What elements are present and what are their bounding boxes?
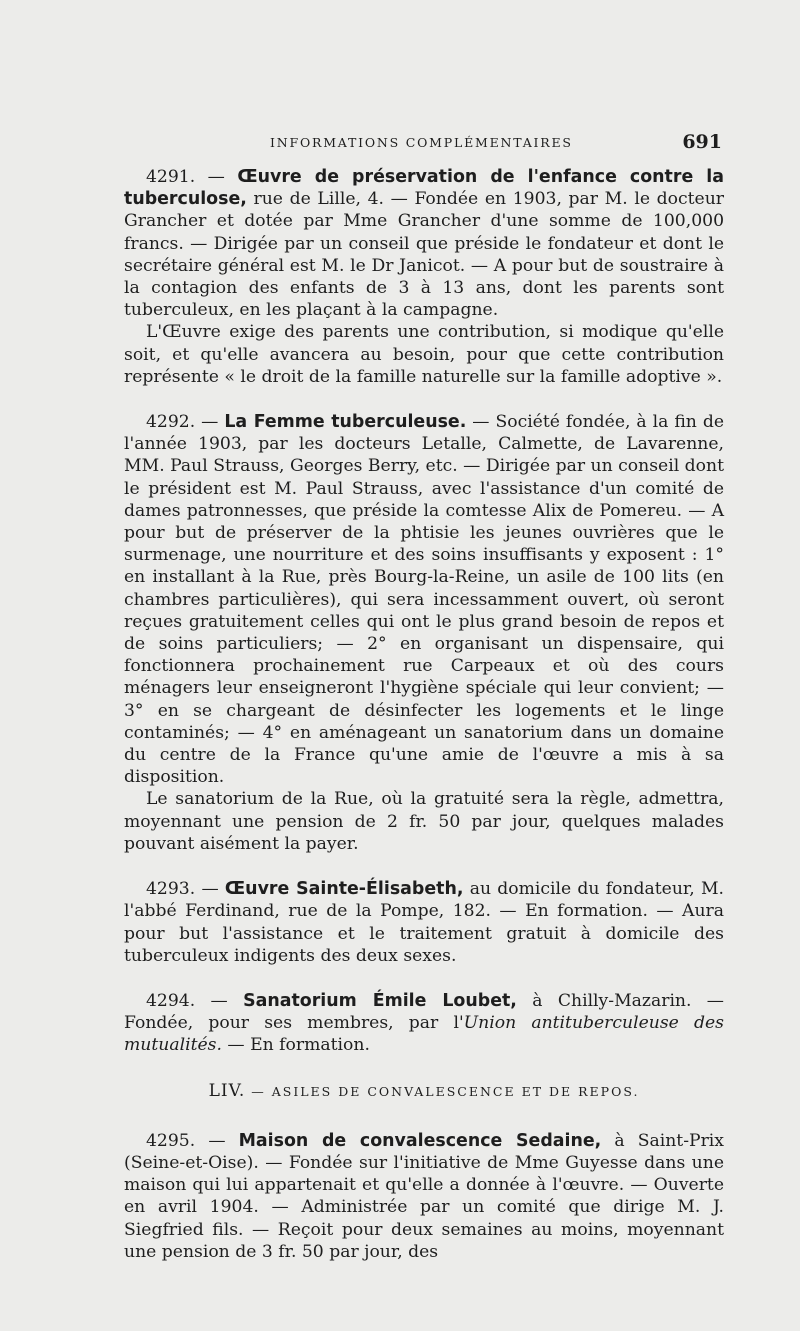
entry-4292	[124, 411, 724, 855]
entry-title: Œuvre Sainte-Élisabeth,	[224, 879, 464, 900]
entry-number: 4295.	[146, 1130, 196, 1151]
entry-title: Maison de convalescence Sedaine,	[238, 1130, 602, 1151]
entry-title: La Femme tuberculeuse.	[224, 412, 467, 433]
entry-paragraph-2: Le sanatorium de la Rue, où la gratuité sera la règle, admettra, moyennant une pension de 2 fr. 50 par jour, quelques malades pouvant aisément la payer.	[124, 789, 724, 854]
entry-text: — Société fondée, à la fin de l'année 1903, par les docteurs Letalle, Calmette, de Lavarenne, MM. Paul Strauss, Georges Berry, etc. — Dirigée par un conseil dont le président est M. Paul Strauss, avec l'assistance d'un comité de dames patronnesses, que préside la comtesse Alix de Pomereu. — A pour but de préserver de la phtisie les jeunes ouvrières que le surmenage, une nourriture et des soins insuffisants y exposent : 1° en installant à la Rue, près Bourg-la-Reine, un asile de 100 lits (en chambres particulières), qui sera incessamment ouvert, où seront reçues gratuitement celles qui ont le plus grand besoin de repos et de soins particuliers; — 2° en organisant un dispensaire, qui fonctionnera prochainement rue Carpeaux et où des cours ménagers leur enseigneront l'hygiène spéciale qui leur convient; — 3° en se chargeant de désinfecter les logements et le linge contaminés; — 4° en aménageant un sanatorium dans un domaine du centre de la France qu'une amie de l'œuvre a mis à sa disposition.	[124, 412, 724, 788]
entry-text: rue de Lille, 4. — Fondée en 1903, par M. le docteur Grancher et dotée par Mme Grancher d'une somme de 100,000 francs. — Dirigée par un conseil que préside le fondateur et dont le secrétaire général est M. le Dr Janicot. — A pour but de soustraire à la contagion des enfants de 3 à 13 ans, dont les parents sont tuberculeux, en les plaçant à la campagne.	[124, 189, 724, 321]
entry-title: Sanatorium Émile Loubet,	[243, 990, 517, 1011]
running-title: INFORMATIONS COMPLÉMENTAIRES	[270, 135, 573, 150]
entry-paragraph: 4293. — Œuvre Sainte-Élisabeth, au domicile du fondateur, M. l'abbé Ferdinand, rue de la Pompe, 182. — En formation. — Aura pour but l'assistance et le traitement gratuit à domicile des tuberculeux indigents des deux sexes.	[124, 879, 725, 966]
section-heading	[124, 1080, 724, 1103]
entry-text-after: — En formation.	[221, 1035, 370, 1056]
entry-number: 4292.	[146, 412, 196, 433]
entry-4293	[124, 878, 724, 967]
entry-text: à Chilly-Mazarin. — Fondée, pour ses membres, par l'	[124, 990, 724, 1034]
entry-italic-text: Union antituberculeuse des mutualités.	[124, 1013, 724, 1056]
entry-text: à Saint-Prix (Seine-et-Oise). — Fondée sur l'initiative de Mme Guyesse dans une maison qui lui appartenait et qu'elle a donnée à l'œuvre. — Ouverte en avril 1904. — Administrée par un comité que dirige M. J. Siegfried fils. — Reçoit pour deux semaines au moins, moyennant une pension de 3 fr. 50 par jour, des	[124, 1130, 724, 1262]
entry-text: au domicile du fondateur, M. l'abbé Ferdinand, rue de la Pompe, 182. — En formation. — Aura pour but l'assistance et le traitement gratuit à domicile des tuberculeux indigents des deux sexes.	[124, 879, 725, 966]
entry-paragraph: 4291. — Œuvre de préservation de l'enfance contre la tuberculose, rue de Lille, 4. — Fondée en 1903, par M. le docteur Grancher et dotée par Mme Grancher d'une somme de 100,000 francs. — Dirigée par un conseil que préside le fondateur et dont le secrétaire général est M. le Dr Janicot. — A pour but de soustraire à la contagion des enfants de 3 à 13 ans, dont les parents sont tuberculeux, en les plaçant à la campagne.	[124, 167, 724, 321]
entry-paragraph: 4294. — Sanatorium Émile Loubet, à Chilly-Mazarin. — Fondée, pour ses membres, par l'Union antituberculeuse des mutualités. — En formation.	[124, 990, 724, 1056]
entry-paragraph: 4292. — La Femme tuberculeuse. — Société fondée, à la fin de l'année 1903, par les docteurs Letalle, Calmette, de Lavarenne, MM. Paul Strauss, Georges Berry, etc. — Dirigée par un conseil dont le président est M. Paul Strauss, avec l'assistance d'un comité de dames patronnesses, que préside la comtesse Alix de Pomereu. — A pour but de préserver de la phtisie les jeunes ouvrières que le surmenage, une nourriture et des soins insuffisants y exposent : 1° en installant à la Rue, près Bourg-la-Reine, un asile de 100 lits (en chambres particulières), qui sera incessamment ouvert, où seront reçues gratuitement celles qui ont le plus grand besoin de repos et de soins particuliers; — 2° en organisant un dispensaire, qui fonctionnera prochainement rue Carpeaux et où des cours ménagers leur enseigneront l'hygiène spéciale qui leur convient; — 3° en se chargeant de désinfecter les logements et le linge contaminés; — 4° en aménageant un sanatorium dans un domaine du centre de la France qu'une amie de l'œuvre a mis à sa disposition.	[124, 412, 724, 788]
entry-title: Œuvre de préservation de l'enfance contre la tuberculose,	[124, 167, 724, 210]
entry-paragraph-2: L'Œuvre exige des parents une contribution, si modique qu'elle soit, et qu'elle avancera au besoin, pour que cette contribution représente « le droit de la famille naturelle sur la famille adoptive ».	[124, 322, 724, 387]
entry-number: 4293.	[146, 879, 196, 900]
entry-paragraph: 4295. — Maison de convalescence Sedaine, à Saint-Prix (Seine-et-Oise). — Fondée sur l'initiative de Mme Guyesse dans une maison qui lui appartenait et qu'elle a donnée à l'œuvre. — Ouverte en avril 1904. — Administrée par un comité que dirige M. J. Siegfried fils. — Reçoit pour deux semaines au moins, moyennant une pension de 3 fr. 50 par jour, des	[124, 1130, 724, 1262]
entry-number: 4291.	[146, 167, 196, 187]
page-body	[124, 166, 724, 1286]
entry-4294	[124, 990, 724, 1057]
entry-number: 4294.	[146, 990, 196, 1011]
running-head	[124, 132, 724, 156]
entry-4295	[124, 1130, 724, 1263]
section-title: — ASILES DE CONVALESCENCE ET DE REPOS.	[245, 1083, 640, 1099]
page-number: 691	[682, 131, 722, 153]
entry-4291	[124, 166, 724, 388]
section-number: LIV.	[208, 1080, 246, 1101]
